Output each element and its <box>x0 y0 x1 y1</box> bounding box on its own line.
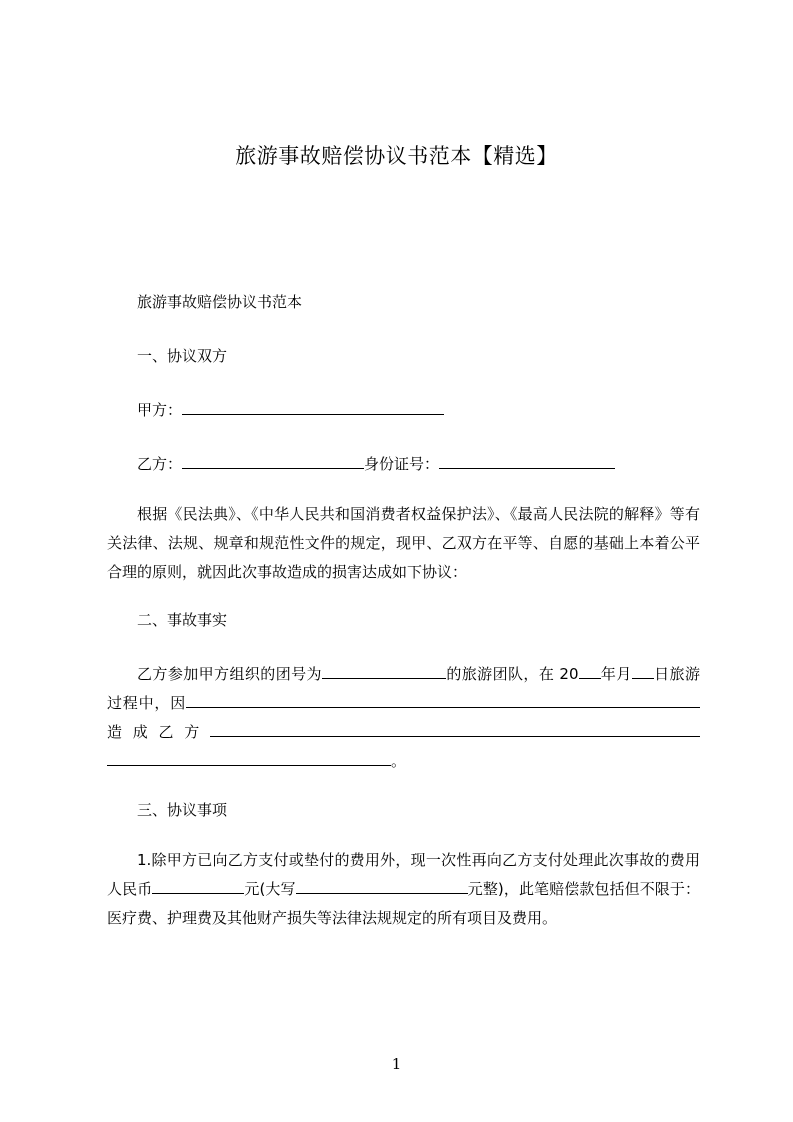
cause-blank-continued <box>670 693 700 708</box>
cause-blank <box>186 693 670 708</box>
party-a-line <box>137 400 444 420</box>
section-heading-facts: 二、事故事实 <box>137 611 228 629</box>
item1-text-1: 1.除甲方已向乙方支付或垫付的费用外，现一次性再向乙方支付处理此次事故的费用人民币 <box>107 851 700 898</box>
document-title: 旅游事故赔偿协议书范本【精选】 <box>235 144 558 168</box>
item1-text-2: 元(大写 <box>244 880 296 898</box>
facts-text-5: 造成乙方 <box>107 723 210 741</box>
section-heading-parties: 一、协议双方 <box>137 347 228 365</box>
facts-paragraph <box>107 660 700 776</box>
party-b-label: 乙方： <box>137 455 183 473</box>
facts-text-1: 乙方参加甲方组织的团号为 <box>137 665 322 683</box>
facts-text-4: 日旅游过程中，因 <box>107 665 700 712</box>
year-blank <box>579 664 601 679</box>
section-heading-terms: 三、协议事项 <box>137 801 228 819</box>
id-number-blank <box>439 454 615 469</box>
intro-paragraph: 根据《民法典》、《中华人民共和国消费者权益保护法》、《最高人民法院的解释》等有关法律、法规、规章和规范性文件的规定，现甲、乙双方在平等、自愿的基础上本着公平合理的原则，就因此次事故造成的损害达成如下协议： <box>107 505 700 581</box>
id-number-label: 身份证号： <box>364 455 440 473</box>
page-number: 1 <box>391 1055 402 1073</box>
party-a-blank <box>182 400 444 415</box>
item1-text-3: 元整)，此笔赔偿款包括但不限于：医疗费、护理费及其他财产损失等法律法规规定的所有项目及费用。 <box>107 880 700 927</box>
document-subtitle: 旅游事故赔偿协议书范本 <box>137 293 303 311</box>
party-b-line <box>137 454 615 474</box>
agreement-item-1 <box>107 846 700 933</box>
facts-end: 。 <box>391 752 407 770</box>
day-blank <box>632 664 654 679</box>
facts-text-2: 的旅游团队，在 20 <box>445 665 579 683</box>
party-b-blank <box>182 454 364 469</box>
party-a-label: 甲方： <box>137 401 183 419</box>
damage-blank <box>210 722 700 737</box>
facts-text-3: 年月 <box>600 665 632 683</box>
damage-blank-continued <box>107 751 391 766</box>
amount-blank <box>152 879 244 894</box>
amount-in-words-blank <box>296 879 468 894</box>
tour-group-number-blank <box>322 664 446 679</box>
